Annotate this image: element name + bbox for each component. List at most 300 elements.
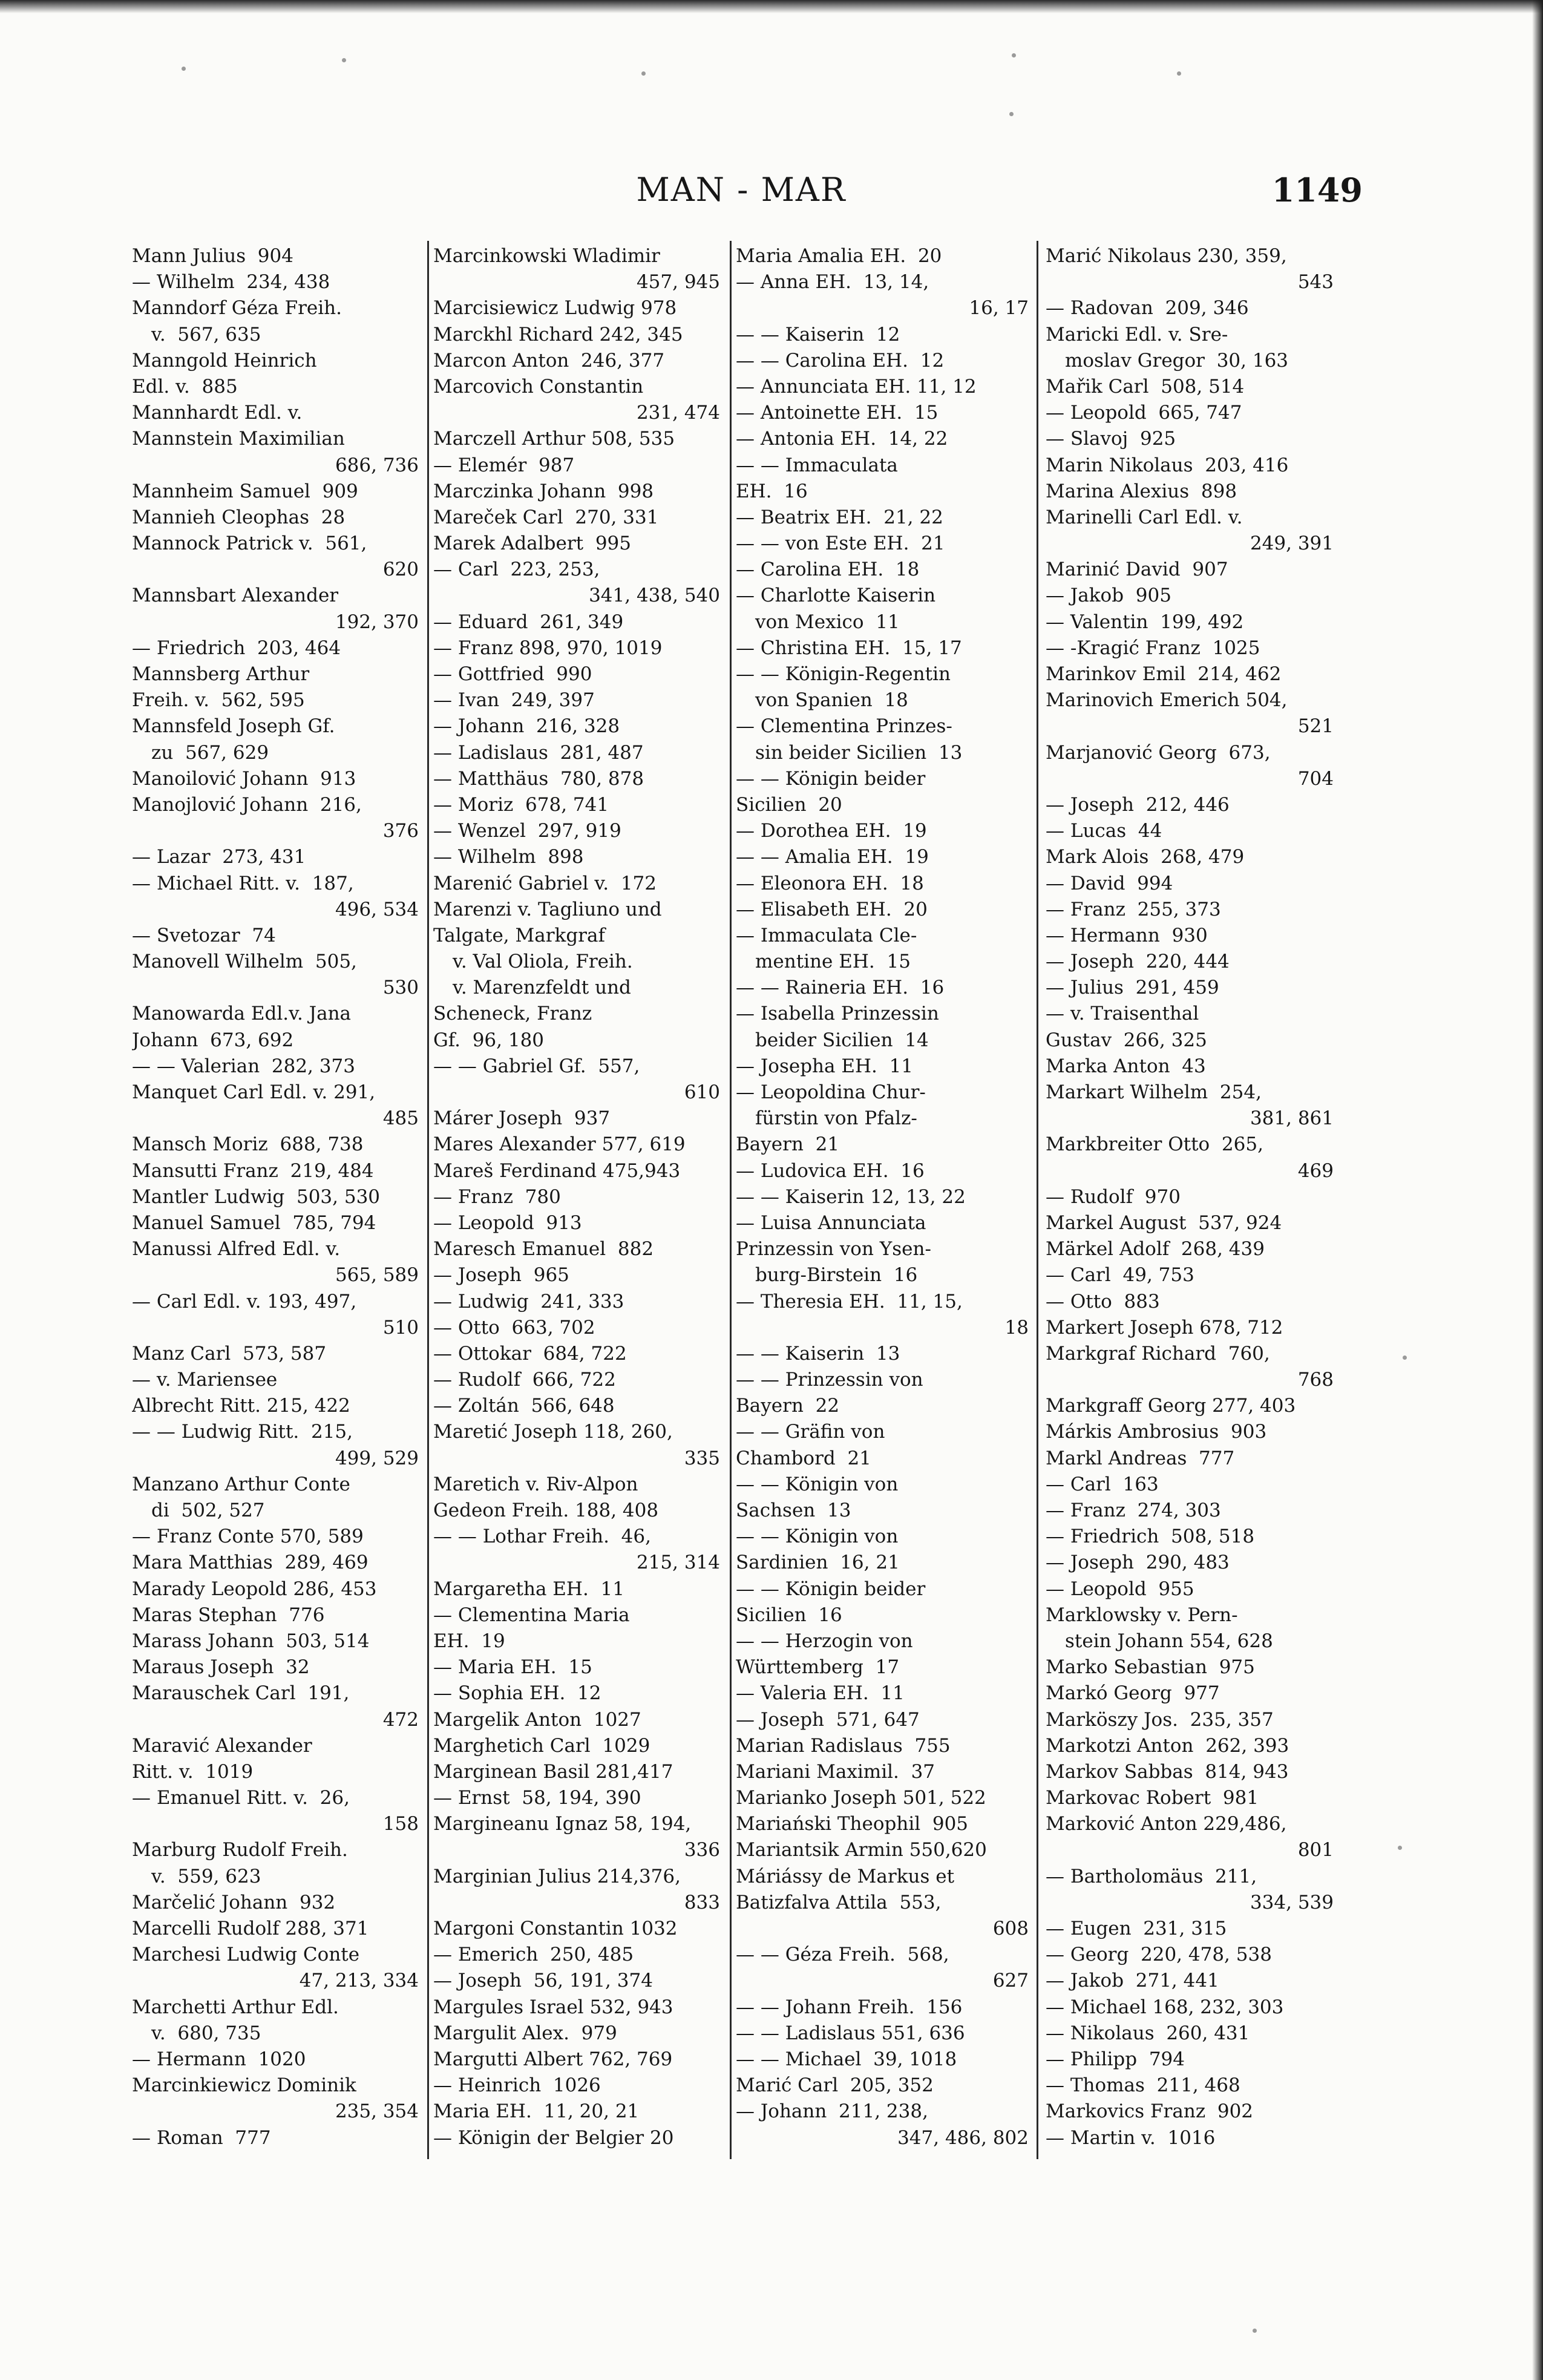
index-entry: Marauschek Carl 191, [132,1682,350,1705]
index-entry: Manovell Wilhelm 505, [132,951,357,973]
index-entry: 510 [382,1316,419,1339]
index-entry: — Franz 274, 303 [1046,1500,1221,1521]
index-entry: — Christina EH. 15, 17 [736,637,962,659]
index-entry: — Ivan 249, 397 [433,689,595,712]
index-entry: Ritt. v. 1019 [132,1760,254,1783]
index-entry: — Joseph 220, 444 [1046,951,1230,973]
index-entry: — Carl 163 [1046,1473,1159,1495]
index-entry: — — Königin von [736,1526,899,1548]
index-entry: Gustav 266, 325 [1046,1029,1207,1051]
index-entry: 499, 529 [335,1447,419,1469]
index-entry: Margaretha EH. 11 [433,1578,624,1600]
index-entry: 192, 370 [335,611,419,633]
index-entry: Mariani Maximil. 37 [736,1760,935,1783]
scan-top-edge [0,0,1543,13]
index-entry: — — Géza Freih. 568, [736,1944,949,1966]
index-entry: — — Ladislaus 551, 636 [736,2022,965,2044]
index-entry: Markovac Robert 981 [1046,1787,1259,1809]
page-number: 1149 [1271,171,1363,209]
index-entry: — Eduard 261, 349 [433,611,624,633]
index-entry: Mannheim Samuel 909 [132,480,358,502]
index-entry: Markgraff Georg 277, 403 [1046,1395,1296,1417]
index-entry: — Carl 49, 753 [1046,1264,1194,1287]
index-entry: — Wilhelm 898 [433,846,584,868]
index-entry: Gf. 96, 180 [433,1029,545,1051]
index-entry: 347, 486, 802 [897,2126,1029,2149]
index-entry: Markov Sabbas 814, 943 [1046,1760,1289,1783]
index-entry: Marenić Gabriel v. 172 [433,872,657,894]
index-entry: Mannock Patrick v. 561, [132,533,367,555]
index-entry: Chambord 21 [736,1447,871,1469]
index-entry: Margoni Constantin 1032 [433,1918,678,1939]
page-header [0,171,1543,219]
index-entry: Sachsen 13 [736,1500,851,1521]
index-entry: Mareček Carl 270, 331 [433,506,659,528]
index-entry: — Ludwig 241, 333 [433,1290,624,1313]
index-entry: 496, 534 [335,898,419,920]
index-entry: Marginian Julius 214,376, [433,1865,681,1887]
speck [1012,53,1016,57]
index-entry: — Rudolf 666, 722 [433,1369,616,1391]
index-entry: — — Johann Freih. 156 [736,1996,963,2018]
index-entry: Margules Israel 532, 943 [433,1996,673,2018]
index-entry: — — Ludwig Ritt. 215, [132,1421,353,1443]
index-entry: 704 [1297,767,1334,790]
index-entry: — Gottfried 990 [433,663,592,685]
index-entry: — Lucas 44 [1046,820,1162,842]
index-entry: — Leopoldina Chur- [736,1081,926,1103]
index-entry: — Hermann 1020 [132,2048,306,2070]
index-entry: Marinić David 907 [1046,559,1228,581]
index-entry: sin beider Sicilien 13 [755,741,963,764]
index-entry: 235, 354 [335,2100,419,2123]
index-entry: 158 [382,1813,419,1835]
index-entry: — Königin der Belgier 20 [433,2126,674,2149]
index-entry: Scheneck, Franz [433,1003,592,1025]
index-entry: Marass Johann 503, 514 [132,1630,370,1652]
index-entry: 231, 474 [636,402,720,424]
index-entry: Maricki Edl. v. Sre- [1046,323,1228,346]
index-entry: v. Marenzfeldt und [453,977,631,999]
index-entry: Markovics Franz 902 [1046,2100,1254,2123]
index-entry: Máriássy de Markus et [736,1865,955,1887]
index-entry: Markbreiter Otto 265, [1046,1133,1263,1156]
index-entry: Mares Alexander 577, 619 [433,1133,686,1156]
index-entry: — Josepha EH. 11 [736,1055,914,1077]
index-entry: — Charlotte Kaiserin [736,585,936,607]
index-entry: di 502, 527 [151,1500,265,1521]
index-entry: Mannieh Cleophas 28 [132,506,346,528]
index-entry: 457, 945 [636,271,720,293]
index-entry: — Eugen 231, 315 [1046,1918,1227,1939]
index-entry: Batizfalva Attila 553, [736,1891,942,1913]
index-entry: — Rudolf 970 [1046,1185,1181,1208]
speck [1253,2329,1257,2333]
index-entry: Mantler Ludwig 503, 530 [132,1185,381,1208]
index-entry: Markotzi Anton 262, 393 [1046,1734,1289,1757]
index-entry: — Otto 883 [1046,1290,1160,1313]
index-entry: — — von Este EH. 21 [736,533,945,555]
index-entry: — Zoltán 566, 648 [433,1395,615,1417]
index-entry: — Isabella Prinzessin [736,1003,939,1025]
index-entry: Sardinien 16, 21 [736,1552,900,1574]
index-entry: Markert Joseph 678, 712 [1046,1316,1283,1339]
index-entry: — Roman 777 [132,2126,271,2149]
index-entry: — Joseph 965 [433,1264,569,1287]
index-entry: Württemberg 17 [736,1656,900,1679]
index-entry: — Leopold 955 [1046,1578,1194,1600]
index-entry: — Annunciata EH. 11, 12 [736,375,977,398]
index-entry: — Carl Edl. v. 193, 497, [132,1290,357,1313]
index-entry: Marjanović Georg 673, [1046,741,1271,764]
index-entry: Marginean Basil 281,417 [433,1760,673,1783]
index-entry: 472 [382,1708,419,1731]
index-entry: Mannhardt Edl. v. [132,402,303,424]
column-rule [730,241,732,2159]
index-entry: Maria EH. 11, 20, 21 [433,2100,640,2123]
index-entry: — Michael Ritt. v. 187, [132,872,354,894]
index-entry: Marcisiewicz Ludwig 978 [433,297,677,320]
index-entry: — Antoinette EH. 15 [736,402,939,424]
index-entry: Marian Radislaus 755 [736,1734,951,1757]
index-entry: Bayern 21 [736,1133,840,1156]
index-entry: — — Gabriel Gf. 557, [433,1055,640,1077]
index-entry: — — Raineria EH. 16 [736,977,945,999]
index-entry: Manussi Alfred Edl. v. [132,1238,341,1260]
index-entry: Mannsberg Arthur [132,663,310,685]
index-entry: — Maria EH. 15 [433,1656,592,1679]
index-entry: — Emanuel Ritt. v. 26, [132,1787,350,1809]
index-entry: — Wilhelm 234, 438 [132,271,330,293]
index-entry: 16, 17 [969,297,1029,320]
index-entry: — Jakob 271, 441 [1046,1970,1219,1992]
index-entry: Markgraf Richard 760, [1046,1342,1270,1365]
index-entry: — Franz 898, 970, 1019 [433,637,663,659]
index-entry: Marek Adalbert 995 [433,533,631,555]
index-entry: Maresch Emanuel 882 [433,1238,654,1260]
index-entry: Märkel Adolf 268, 439 [1046,1238,1265,1260]
index-entry: 543 [1297,271,1334,293]
speck [1009,112,1014,116]
index-entry: — Carolina EH. 18 [736,559,920,581]
index-entry: Mareš Ferdinand 475,943 [433,1159,681,1182]
index-entry: Manngold Heinrich [132,349,317,372]
index-entry: — — Kaiserin 12 [736,323,900,346]
index-entry: Manndorf Géza Freih. [132,297,342,320]
index-entry: — Leopold 665, 747 [1046,402,1242,424]
index-entry: — — Valerian 282, 373 [132,1055,355,1077]
index-entry: — — Kaiserin 13 [736,1342,900,1365]
index-entry: Freih. v. 562, 595 [132,689,305,712]
index-entry: Maretić Joseph 118, 260, [433,1421,673,1443]
index-entry: 341, 438, 540 [589,585,720,607]
index-entry: — — Prinzessin von [736,1369,923,1391]
index-entry: — — Königin beider [736,1578,926,1600]
index-entry: zu 567, 629 [151,741,269,764]
index-entry: — Svetozar 74 [132,924,276,946]
index-entry: Marić Carl 205, 352 [736,2074,934,2097]
index-entry: Marina Alexius 898 [1046,480,1237,502]
index-entry: 608 [992,1918,1029,1939]
index-entry: — — Kaiserin 12, 13, 22 [736,1185,966,1208]
index-entry: — Radovan 209, 346 [1046,297,1249,320]
index-entry: 521 [1297,715,1334,738]
index-entry: Gedeon Freih. 188, 408 [433,1500,659,1521]
index-entry: 376 [382,820,419,842]
index-entry: — Franz 255, 373 [1046,898,1221,920]
index-entry: 768 [1297,1369,1334,1391]
index-entry: — — Königin-Regentin [736,663,951,685]
index-entry: — Matthäus 780, 878 [433,767,644,790]
index-entry: Manojlović Johann 216, [132,793,362,816]
index-entry: Marczell Arthur 508, 535 [433,428,675,450]
index-entry: 215, 314 [636,1552,720,1574]
index-entry: EH. 16 [736,480,808,502]
index-entry: — Joseph 212, 446 [1046,793,1230,816]
index-entry: — Dorothea EH. 19 [736,820,927,842]
index-entry: 627 [992,1970,1029,1992]
index-entry: Marchetti Arthur Edl. [132,1996,339,2018]
index-entry: — Anna EH. 13, 14, [736,271,929,293]
speck [1398,1846,1402,1850]
index-entry: — Carl 223, 253, [433,559,600,581]
index-entry: 381, 861 [1250,1107,1334,1130]
index-entry: — — Königin von [736,1473,899,1495]
index-entry: Marburg Rudolf Freih. [132,1839,348,1861]
column-rule [1037,241,1038,2159]
speck [641,71,646,76]
index-entry: 610 [684,1081,720,1103]
speck [182,67,186,71]
index-entry: Margelik Anton 1027 [433,1708,641,1731]
speck [1177,71,1181,76]
index-entry: 801 [1297,1839,1334,1861]
index-entry: — Immaculata Cle- [736,924,917,946]
index-entry: 833 [684,1891,720,1913]
index-entry: — Friedrich 203, 464 [132,637,341,659]
index-entry: burg-Birstein 16 [755,1264,918,1287]
index-entry: Marinelli Carl Edl. v. [1046,506,1243,528]
speck [1403,1356,1407,1360]
index-entry: 334, 539 [1250,1891,1334,1913]
index-entry: — — Herzogin von [736,1630,913,1652]
index-entry: fürstin von Pfalz- [755,1107,917,1130]
index-entry: — David 994 [1046,872,1173,894]
index-entry: — Joseph 290, 483 [1046,1552,1230,1574]
index-entry: Johann 673, 692 [132,1029,294,1051]
index-entry: — Leopold 913 [433,1211,582,1234]
index-entry: — — Carolina EH. 12 [736,349,945,372]
index-entry: Manquet Carl Edl. v. 291, [132,1081,376,1103]
index-entry: Margutti Albert 762, 769 [433,2048,673,2070]
index-column-4 [1046,243,1336,2157]
index-entry: — Valeria EH. 11 [736,1682,905,1705]
index-entry: Marcinkiewicz Dominik [132,2074,356,2097]
index-entry: Bayern 22 [736,1395,840,1417]
index-column-3 [736,243,1031,2157]
index-entry: Marklowsky v. Pern- [1046,1604,1238,1626]
index-entry: 565, 589 [335,1264,419,1287]
index-entry: Mansutti Franz 219, 484 [132,1159,374,1182]
index-entry: Marin Nikolaus 203, 416 [1046,454,1289,476]
index-entry: — Philipp 794 [1046,2048,1185,2070]
index-entry: Edl. v. 885 [132,375,238,398]
index-entry: 335 [684,1447,720,1469]
index-entry: Manuel Samuel 785, 794 [132,1211,376,1234]
index-entry: — Jakob 905 [1046,585,1171,607]
index-entry: — Otto 663, 702 [433,1316,595,1339]
index-entry: Markart Wilhelm 254, [1046,1081,1262,1103]
index-entry: Margineanu Ignaz 58, 194, [433,1813,692,1835]
index-entry: — Clementina Prinzes- [736,715,952,738]
index-entry: v. 680, 735 [151,2022,261,2044]
index-entry: Marghetich Carl 1029 [433,1734,650,1757]
index-entry: stein Johann 554, 628 [1065,1630,1273,1652]
index-entry: Mann Julius 904 [132,245,293,267]
index-column-1 [132,243,421,2157]
index-entry: Prinzessin von Ysen- [736,1238,931,1260]
index-entry: — Clementina Maria [433,1604,630,1626]
index-entry: — Antonia EH. 14, 22 [736,428,948,450]
index-entry: Sicilien 20 [736,793,842,816]
index-entry: Marchesi Ludwig Conte [132,1944,360,1966]
index-entry: Marić Nikolaus 230, 359, [1046,245,1287,267]
index-entry: Manz Carl 573, 587 [132,1342,327,1365]
column-rule [427,241,429,2159]
index-entry: Marinkov Emil 214, 462 [1046,663,1282,685]
index-entry: — — Lothar Freih. 46, [433,1526,651,1548]
index-entry: 620 [382,559,419,581]
index-entry: — Michael 168, 232, 303 [1046,1996,1284,2018]
index-entry: beider Sicilien 14 [755,1029,929,1051]
index-entry: Markel August 537, 924 [1046,1211,1282,1234]
page-range-title: MAN - MAR [636,171,847,209]
index-entry: Maretich v. Riv-Alpon [433,1473,638,1495]
index-entry: — Thomas 211, 468 [1046,2074,1240,2097]
index-entry: von Mexico 11 [755,611,900,633]
index-entry: — Sophia EH. 12 [433,1682,601,1705]
index-entry: — v. Traisenthal [1046,1003,1199,1025]
index-entry: Marcovich Constantin [433,375,644,398]
index-entry: Mannsfeld Joseph Gf. [132,715,335,738]
index-entry: Margulit Alex. 979 [433,2022,617,2044]
index-entry: — — Gräfin von [736,1421,885,1443]
index-entry: Mara Matthias 289, 469 [132,1552,369,1574]
index-entry: Marko Sebastian 975 [1046,1656,1255,1679]
index-entry: Marinovich Emerich 504, [1046,689,1288,712]
index-entry: 47, 213, 334 [299,1970,419,1992]
index-entry: — Eleonora EH. 18 [736,872,924,894]
index-entry: — -Kragić Franz 1025 [1046,637,1260,659]
index-entry: — Emerich 250, 485 [433,1944,634,1966]
index-entry: Marčelić Johann 932 [132,1891,336,1913]
index-entry: — Slavoj 925 [1046,428,1176,450]
index-entry: — Wenzel 297, 919 [433,820,621,842]
index-entry: — — Amalia EH. 19 [736,846,929,868]
index-entry: — Theresia EH. 11, 15, [736,1290,963,1313]
index-entry: Sicilien 16 [736,1604,842,1626]
index-entry: — Ottokar 684, 722 [433,1342,627,1365]
index-entry: moslav Gregor 30, 163 [1065,349,1289,372]
index-entry: Mannsbart Alexander [132,585,339,607]
index-entry: Marady Leopold 286, 453 [132,1578,377,1600]
index-entry: — Elemér 987 [433,454,575,476]
index-entry: Marenzi v. Tagliuno und [433,898,662,920]
index-entry: — Valentin 199, 492 [1046,611,1244,633]
index-entry: Markó Georg 977 [1046,1682,1220,1705]
index-entry: 336 [684,1839,720,1861]
index-entry: Mariantsik Armin 550,620 [736,1839,987,1861]
index-entry: — Georg 220, 478, 538 [1046,1944,1272,1966]
index-entry: Manzano Arthur Conte [132,1473,350,1495]
index-entry: EH. 19 [433,1630,505,1652]
index-entry: Mariański Theophil 905 [736,1813,969,1835]
index-entry: v. 567, 635 [151,323,261,346]
index-entry: v. Val Oliola, Freih. [453,951,633,973]
index-entry: — v. Mariensee [132,1369,278,1391]
index-entry: Marcon Anton 246, 377 [433,349,665,372]
index-entry: — Heinrich 1026 [433,2074,601,2097]
index-entry: — Ludovica EH. 16 [736,1159,925,1182]
index-entry: — Johann 216, 328 [433,715,620,738]
index-entry: v. 559, 623 [151,1865,261,1887]
index-entry: — — Immaculata [736,454,898,476]
index-entry: — Nikolaus 260, 431 [1046,2022,1250,2044]
index-entry: 469 [1297,1159,1334,1182]
index-entry: 686, 736 [335,454,419,476]
index-entry: — — Michael 39, 1018 [736,2048,957,2070]
index-entry: Marcelli Rudolf 288, 371 [132,1918,369,1939]
index-entry: 530 [382,977,419,999]
index-entry: Marković Anton 229,486, [1046,1813,1287,1835]
index-entry: Manoilović Johann 913 [132,767,356,790]
index-entry: — Franz 780 [433,1185,561,1208]
index-entry: — Ladislaus 281, 487 [433,741,644,764]
index-entry: — — Königin beider [736,767,926,790]
index-entry: — Friedrich 508, 518 [1046,1526,1255,1548]
index-entry: — Ernst 58, 194, 390 [433,1787,641,1809]
index-entry: Maravić Alexander [132,1734,312,1757]
index-entry: Maras Stephan 776 [132,1604,325,1626]
index-entry: — Martin v. 1016 [1046,2126,1216,2149]
index-column-2 [433,243,722,2157]
index-entry: Marköszy Jos. 235, 357 [1046,1708,1274,1731]
index-entry: Mařik Carl 508, 514 [1046,375,1245,398]
index-entry: — Johann 211, 238, [736,2100,928,2123]
index-entry: mentine EH. 15 [755,951,911,973]
index-entry: Talgate, Markgraf [433,924,605,946]
index-entry: Maria Amalia EH. 20 [736,245,942,267]
index-entry: — Beatrix EH. 21, 22 [736,506,943,528]
index-entry: Márkis Ambrosius 903 [1046,1421,1267,1443]
index-entry: — Joseph 56, 191, 374 [433,1970,653,1992]
index-entry: Márer Joseph 937 [433,1107,611,1130]
index-entry: Albrecht Ritt. 215, 422 [132,1395,350,1417]
index-entry: Mark Alois 268, 479 [1046,846,1245,868]
index-entry: — Julius 291, 459 [1046,977,1219,999]
index-entry: 485 [382,1107,419,1130]
index-entry: — Luisa Annunciata [736,1211,926,1234]
index-entry: — Moriz 678, 741 [433,793,609,816]
index-entry: — Joseph 571, 647 [736,1708,920,1731]
speck [342,58,346,62]
index-entry: Markl Andreas 777 [1046,1447,1235,1469]
index-entry: von Spanien 18 [755,689,908,712]
index-entry: Mansch Moriz 688, 738 [132,1133,364,1156]
index-entry: — Franz Conte 570, 589 [132,1526,364,1548]
index-entry: Marianko Joseph 501, 522 [736,1787,986,1809]
scan-right-edge [1532,0,1543,2380]
